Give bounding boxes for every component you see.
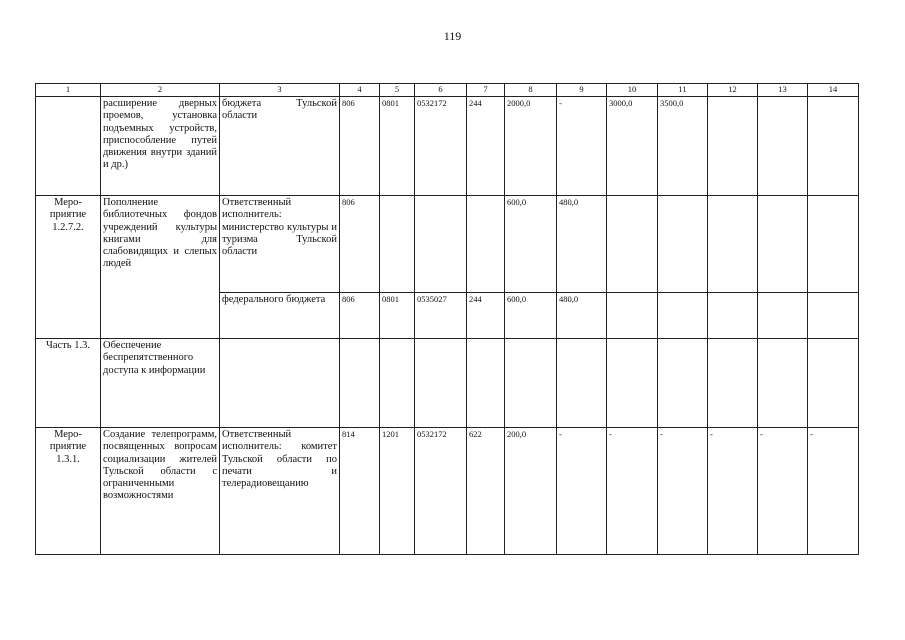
- value-cell: 0535027: [415, 293, 467, 339]
- value-cell: -: [658, 428, 708, 555]
- header-cell: 4: [340, 84, 380, 97]
- source-cell: Ответственный исполнитель: министерство культуры и туризма Тульской области: [220, 196, 340, 293]
- value-cell: 622: [467, 428, 505, 555]
- value-cell: [607, 293, 658, 339]
- value-cell: [758, 339, 808, 428]
- value-cell: [808, 339, 859, 428]
- source-cell: [220, 339, 340, 428]
- value-cell: -: [557, 428, 607, 555]
- value-cell: [708, 97, 758, 196]
- value-cell: 244: [467, 293, 505, 339]
- page-number: 119: [443, 29, 462, 43]
- header-cell: 13: [758, 84, 808, 97]
- table-row: [36, 196, 859, 293]
- source-cell: бюджета Тульской области: [220, 97, 340, 196]
- row-label-cell: Меро- приятие 1.2.7.2.: [36, 196, 101, 339]
- header-cell: 2: [101, 84, 220, 97]
- value-cell: 806: [340, 293, 380, 339]
- value-cell: -: [808, 428, 859, 555]
- value-cell: 200,0: [505, 428, 557, 555]
- table-row: [36, 97, 859, 196]
- value-cell: 480,0: [557, 293, 607, 339]
- value-cell: [607, 196, 658, 293]
- value-cell: 814: [340, 428, 380, 555]
- header-row: [36, 84, 859, 97]
- value-cell: [658, 339, 708, 428]
- value-cell: 244: [467, 97, 505, 196]
- value-cell: [708, 339, 758, 428]
- value-cell: [808, 293, 859, 339]
- value-cell: 0532172: [415, 428, 467, 555]
- activity-cell: Обеспечение беспрепятственного доступа к информации: [101, 339, 220, 428]
- value-cell: [708, 196, 758, 293]
- value-cell: 2000,0: [505, 97, 557, 196]
- source-cell: Ответственный исполнитель: комитет Тульской области по печати и телерадиовещанию: [220, 428, 340, 555]
- value-cell: 806: [340, 97, 380, 196]
- value-cell: 3500,0: [658, 97, 708, 196]
- value-cell: 480,0: [557, 196, 607, 293]
- header-cell: 11: [658, 84, 708, 97]
- value-cell: [380, 196, 415, 293]
- value-cell: [758, 293, 808, 339]
- value-cell: [380, 339, 415, 428]
- activity-cell: Создание телепрограмм, посвященных вопросам социализации жителей Тульской области с ограниченными возможностями: [101, 428, 220, 555]
- row-label-cell: Меро- приятие 1.3.1.: [36, 428, 101, 555]
- value-cell: [467, 196, 505, 293]
- header-cell: 5: [380, 84, 415, 97]
- value-cell: [658, 293, 708, 339]
- value-cell: 1201: [380, 428, 415, 555]
- value-cell: -: [557, 97, 607, 196]
- value-cell: [708, 293, 758, 339]
- header-cell: 9: [557, 84, 607, 97]
- value-cell: -: [758, 428, 808, 555]
- value-cell: [808, 196, 859, 293]
- header-cell: 14: [808, 84, 859, 97]
- row-label-cell: Часть 1.3.: [36, 339, 101, 428]
- value-cell: 806: [340, 196, 380, 293]
- value-cell: [557, 339, 607, 428]
- value-cell: [467, 339, 505, 428]
- value-cell: [658, 196, 708, 293]
- budget-table: [35, 83, 859, 555]
- table-row: [36, 428, 859, 555]
- value-cell: 600,0: [505, 196, 557, 293]
- activity-cell: Пополнение библиотечных фондов учреждений культуры книгами для слабовидящих и слепых людей: [101, 196, 220, 339]
- value-cell: [758, 97, 808, 196]
- value-cell: [607, 339, 658, 428]
- header-cell: 1: [36, 84, 101, 97]
- header-cell: 8: [505, 84, 557, 97]
- value-cell: 3000,0: [607, 97, 658, 196]
- value-cell: -: [607, 428, 658, 555]
- value-cell: 0532172: [415, 97, 467, 196]
- value-cell: [808, 97, 859, 196]
- value-cell: -: [708, 428, 758, 555]
- header-cell: 7: [467, 84, 505, 97]
- value-cell: [758, 196, 808, 293]
- header-cell: 12: [708, 84, 758, 97]
- value-cell: [415, 339, 467, 428]
- value-cell: 600,0: [505, 293, 557, 339]
- activity-cell: расширение дверных проемов, установка подъемных устройств, приспособление путей движения внутри зданий и др.): [101, 97, 220, 196]
- value-cell: [340, 339, 380, 428]
- value-cell: 0801: [380, 97, 415, 196]
- value-cell: 0801: [380, 293, 415, 339]
- source-cell: федерального бюджета: [220, 293, 340, 339]
- value-cell: [505, 339, 557, 428]
- header-cell: 6: [415, 84, 467, 97]
- value-cell: [415, 196, 467, 293]
- row-label-cell: [36, 97, 101, 196]
- header-cell: 3: [220, 84, 340, 97]
- table-row: [36, 339, 859, 428]
- header-cell: 10: [607, 84, 658, 97]
